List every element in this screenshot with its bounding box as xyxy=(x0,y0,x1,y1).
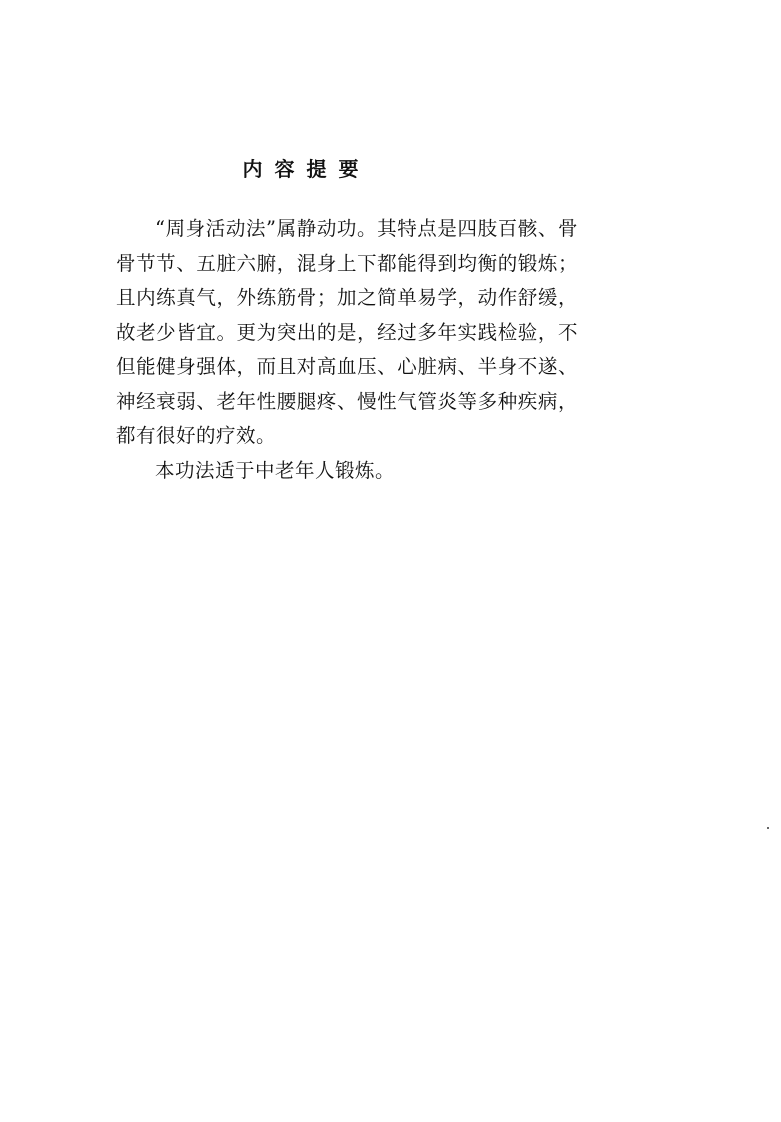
summary-paragraph-1: “周身活动法”属静动功。其特点是四肢百骸、骨骨节节、五脏六腑，混身上下都能得到均衡的锻炼；且内练真气，外练筋骨；加之简单易学，动作舒缓，故老少皆宜。更为突出的是，经过多年实践检验，不但能健身强体，而且对高血压、心脏病、半身不遂、神经衰弱、老年性腰腿疼、慢性气管炎等多种疾病，都有很好的疗效。 xyxy=(116,217,578,447)
summary-paragraph-2: 本功法适于中老年人锻炼。 xyxy=(155,458,396,482)
summary-body xyxy=(116,212,578,488)
scan-speck xyxy=(767,827,769,829)
page-title: 内容提要 xyxy=(242,157,371,181)
